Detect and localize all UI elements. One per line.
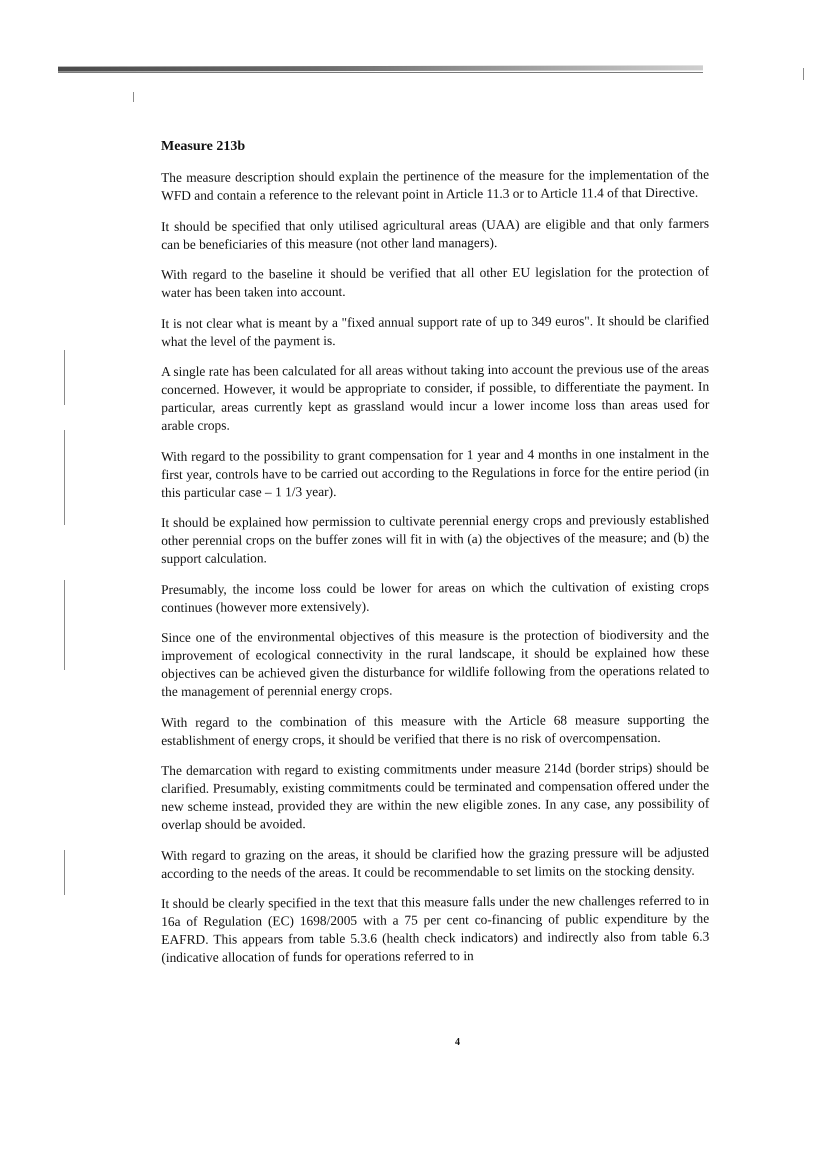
paragraph: It should be explained how permission to cultivate perennial energy crops and previously established other perennial crops on the buffer zones will fit in with (a) the objectives of the measure; and (b) the support calculation. <box>161 511 710 566</box>
paragraph: With regard to the combination of this measure with the Article 68 measure supporting the establishment of energy crops, it should be verified that there is no risk of overcompensation. <box>161 711 710 748</box>
paragraph: It should be specified that only utilised agricultural areas (UAA) are eligible and that only farmers can be beneficiaries of this measure (not other land managers). <box>161 215 710 252</box>
document-body <box>161 138 709 980</box>
paragraph: The measure description should explain the pertinence of the measure for the implementation of the WFD and contain a reference to the relevant point in Article 11.3 or to Article 11.4 of that Directive. <box>161 166 710 203</box>
paragraph: Presumably, the income loss could be lower for areas on which the cultivation of existing crops continues (however more extensively). <box>161 578 710 615</box>
paragraph: A single rate has been calculated for all areas without taking into account the previous use of the areas concerned. However, it would be appropriate to consider, if possible, to differentiate the payment. In particular, areas currently kept as grassland would incur a lower income loss than areas used for arable crops. <box>161 360 710 433</box>
header-rule-thin <box>58 72 703 73</box>
paragraph: It is not clear what is meant by a "fixed annual support rate of up to 349 euros". It should be clarified what the level of the payment is. <box>161 312 710 349</box>
header-rule <box>58 65 703 71</box>
scan-mark <box>803 68 804 80</box>
scan-mark <box>64 430 65 525</box>
scan-mark <box>133 92 134 102</box>
section-heading: Measure 213b <box>161 139 246 154</box>
paragraph: With regard to the possibility to grant compensation for 1 year and 4 months in one instalment in the first year, controls have to be carried out according to the Regulations in force for the entire period (in this particular case – 1 1/3 year). <box>161 445 710 500</box>
paragraph: It should be clearly specified in the text that this measure falls under the new challenges referred to in 16a of Regulation (EC) 1698/2005 with a 75 per cent co-financing of public expenditure by the EAFRD. This appears from table 5.3.6 (health check indicators) and indirectly also from table 6.3 (indicative allocation of funds for operations referred to in <box>161 892 710 965</box>
page-number: 4 <box>455 1037 460 1048</box>
paragraph: The demarcation with regard to existing commitments under measure 214d (border strips) should be clarified. Presumably, existing commitments could be terminated and compensation offered under the new scheme instead, provided they are within the new eligible zones. In any case, any possibility of overlap should be avoided. <box>161 759 710 832</box>
paragraph: Since one of the environmental objectives of this measure is the protection of biodiversity and the improvement of ecological connectivity in the rural landscape, it should be explained how these objectives can be achieved given the disturbance for wildlife following from the operations related to the management of perennial energy crops. <box>161 626 710 699</box>
scan-mark <box>64 850 65 895</box>
paragraph: With regard to grazing on the areas, it should be clarified how the grazing pressure will be adjusted according to the needs of the areas. It could be recommendable to set limits on the stocking density. <box>161 844 710 881</box>
scan-mark <box>64 580 65 670</box>
scan-mark <box>64 350 65 405</box>
paragraph: With regard to the baseline it should be verified that all other EU legislation for the protection of water has been taken into account. <box>161 263 710 300</box>
